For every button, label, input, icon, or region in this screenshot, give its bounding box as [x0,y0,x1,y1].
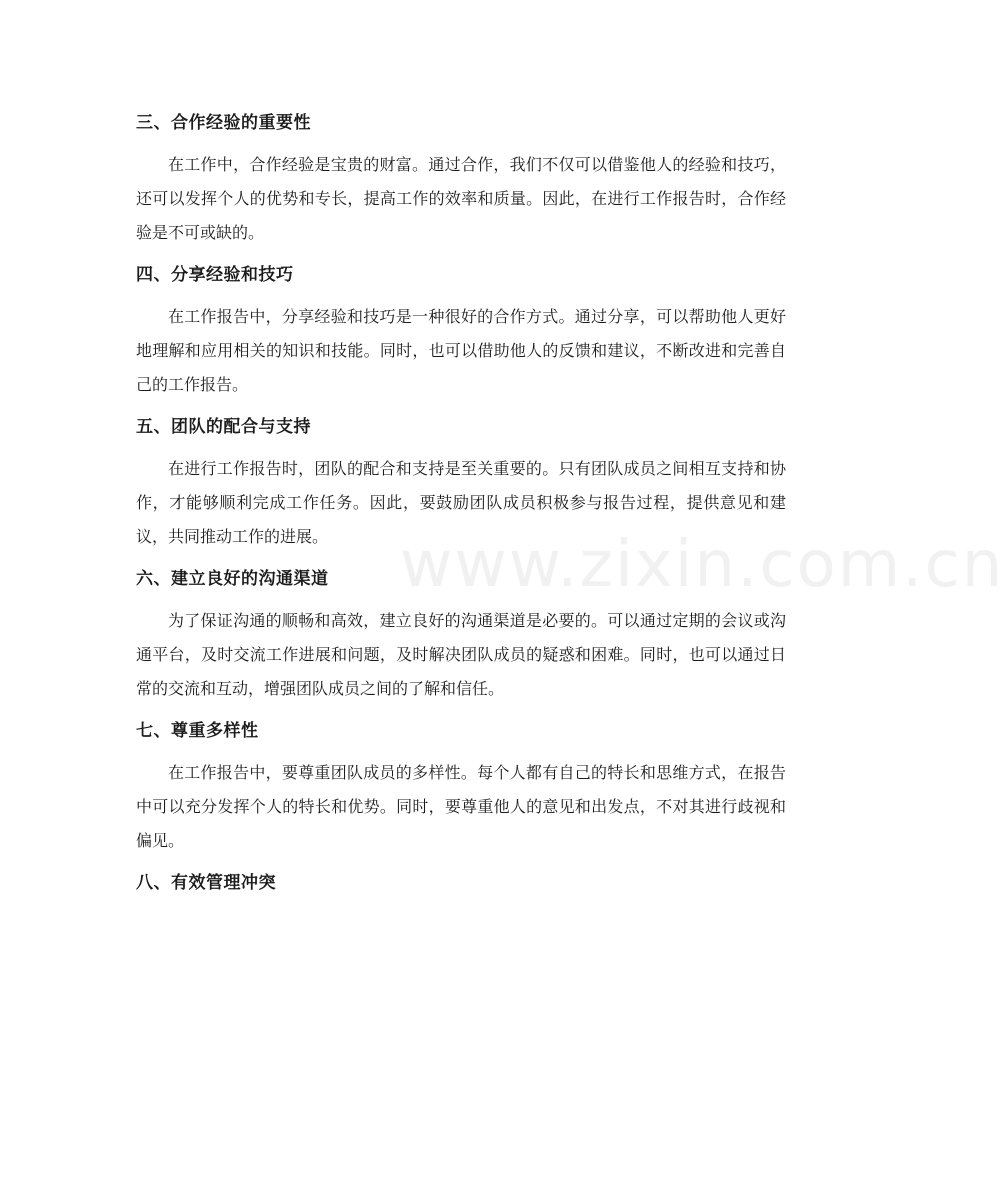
section-title: 七、尊重多样性 [136,721,259,741]
section-paragraph: 在工作中，合作经验是宝贵的财富。通过合作，我们不仅可以借鉴他人的经验和技巧，还可以发挥个人的优势和专长，提高工作的效率和质量。因此，在进行工作报告时，合作经验是不可或缺的。 [136,155,786,242]
section-title: 三、合作经验的重要性 [136,113,311,133]
section-title: 八、有效管理冲突 [136,873,276,893]
section-title: 六、建立良好的沟通渠道 [136,569,329,589]
section-paragraph: 在工作报告中，分享经验和技巧是一种很好的合作方式。通过分享，可以帮助他人更好地理解和应用相关的知识和技能。同时，也可以借助他人的反馈和建议，不断改进和完善自己的工作报告。 [136,307,786,394]
section-paragraph: 为了保证沟通的顺畅和高效，建立良好的沟通渠道是必要的。可以通过定期的会议或沟通平台，及时交流工作进展和问题，及时解决团队成员的疑惑和困难。同时，也可以通过日常的交流和互动，增强团队成员之间的了解和信任。 [136,611,786,698]
section-8 [136,866,786,900]
section-paragraph: 在进行工作报告时，团队的配合和支持是至关重要的。只有团队成员之间相互支持和协作，才能够顺利完成工作任务。因此，要鼓励团队成员积极参与报告过程，提供意见和建议，共同推动工作的进展。 [136,459,786,546]
section-paragraph: 在工作报告中，要尊重团队成员的多样性。每个人都有自己的特长和思维方式，在报告中可以充分发挥个人的特长和优势。同时，要尊重他人的意见和出发点，不对其进行歧视和偏见。 [136,763,786,850]
section-title: 四、分享经验和技巧 [136,265,294,285]
section-3 [136,106,786,250]
section-6 [136,562,786,706]
document-content [136,106,786,908]
watermark: www.zixin.com.cn [400,528,1004,602]
section-4 [136,258,786,402]
section-7 [136,714,786,858]
section-title: 五、团队的配合与支持 [136,417,311,437]
section-5 [136,410,786,554]
